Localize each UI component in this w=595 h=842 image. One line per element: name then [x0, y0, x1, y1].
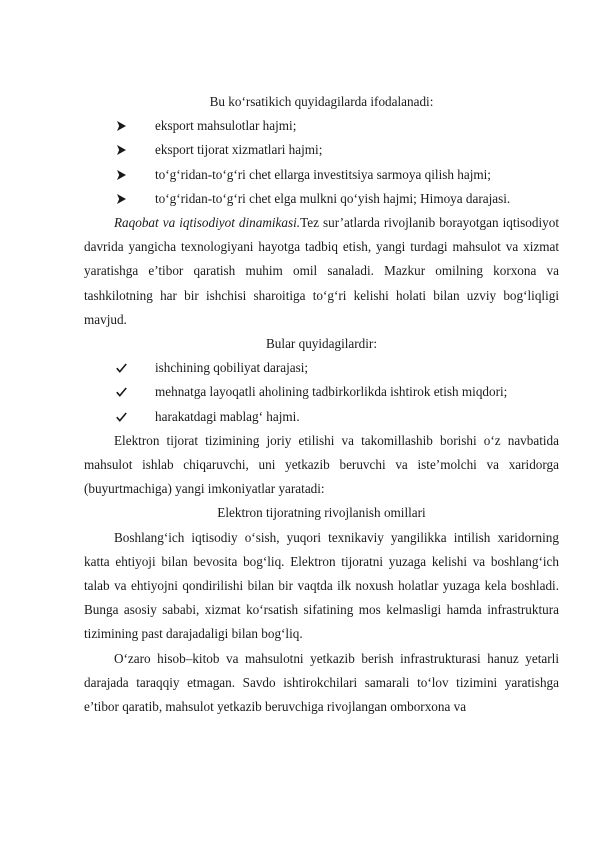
list-item [84, 356, 559, 380]
list-item [84, 163, 559, 187]
section-heading-factors: Bular quyidagilardir: [266, 336, 377, 352]
checkmark-bullet-icon [114, 380, 128, 404]
list-item [84, 138, 559, 162]
indicator-list [84, 114, 559, 211]
list-item [84, 405, 559, 429]
list-item [84, 380, 559, 404]
factor-list [84, 356, 559, 429]
section-heading-development: Elektron tijoratning rivojlanish omillari [217, 505, 426, 521]
checkmark-bullet-icon [114, 405, 128, 429]
list-item-text: ishchining qobiliyat darajasi; [155, 360, 309, 376]
section-heading-indicators: Bu ko‘rsatikich quyidagilarda ifodalanadi: [209, 94, 434, 109]
arrow-bullet-icon [114, 114, 128, 138]
list-item-text: harakatdagi mablag‘ hajmi. [155, 408, 300, 424]
italic-lead: Raqobat va iqtisodiyot dinamikasi. [114, 215, 301, 231]
document-page [84, 90, 559, 719]
list-item-text: eksport mahsulotlar hajmi; [155, 118, 297, 134]
paragraph-growth: Boshlang‘ich iqtisodiy o‘sish, yuqori texnikaviy yangilikka intilish xaridorning katta ehtiyoji bilan bevosita bog‘liq. Elektron tijoratni yuzaga kelishi va boshlang‘ich talab va ehtiyojni qondirilishi bilan bir vaqtda ilk noxush holatlar yuzaga kela boshladi. Bunga asosiy sababi, xizmat ko‘rsatish sifatining mos kelmasligi hamda infrastruktura tizimining past darajadaligi bilan bog‘liq. [84, 529, 559, 642]
checkmark-bullet-icon [114, 356, 128, 380]
list-item-text: eksport tijorat xizmatlari hajmi; [155, 142, 323, 158]
list-item-text: mehnatga layoqatli aholining tadbirkorlikda ishtirok etish miqdori; [155, 384, 508, 400]
list-item [84, 114, 559, 138]
arrow-bullet-icon [114, 163, 128, 187]
list-item-text: to‘g‘ridan-to‘g‘ri chet elga mulkni qo‘yish hajmi; Himoya darajasi. [155, 190, 511, 206]
paragraph-text: Tez sur’atlarda rivojlanib borayotgan iqtisodiyot davrida yangicha texnologiyani hayotga tadbiq etish, yangi turdagi mahsulot va xizmat yaratishga e’tibor qaratish muhim omil sanaladi. Mazkur omilning korxona va tashkilotning har bir ishchisi sharoitiga to‘g‘ri kelishi holati bilan uzviy bog‘liqligi mavjud. [84, 215, 559, 327]
paragraph-infrastructure: O‘zaro hisob–kitob va mahsulotni yetkazib berish infrastrukturasi hanuz yetarli darajada taraqqiy etmagan. Savdo ishtirokchilari samarali to‘lov tizimini yaratishga e’tibor qaratib, mahsulot yetkazib beruvchiga rivojlangan omborxona va [84, 650, 559, 715]
paragraph-ecommerce: Elektron tijorat tizimining joriy etilishi va takomillashib borishi o‘z navbatida mahsulot ishlab chiqaruvchi, uni yetkazib beruvchi va iste’molchi va xaridorga (buyurtmachiga) yangi imkoniyatlar yaratadi: [84, 432, 559, 497]
list-item [84, 187, 559, 211]
arrow-bullet-icon [114, 187, 128, 211]
list-item-text: to‘g‘ridan-to‘g‘ri chet ellarga investitsiya sarmoya qilish hajmi; [155, 166, 491, 182]
paragraph-dynamics [84, 211, 559, 332]
arrow-bullet-icon [114, 138, 128, 162]
